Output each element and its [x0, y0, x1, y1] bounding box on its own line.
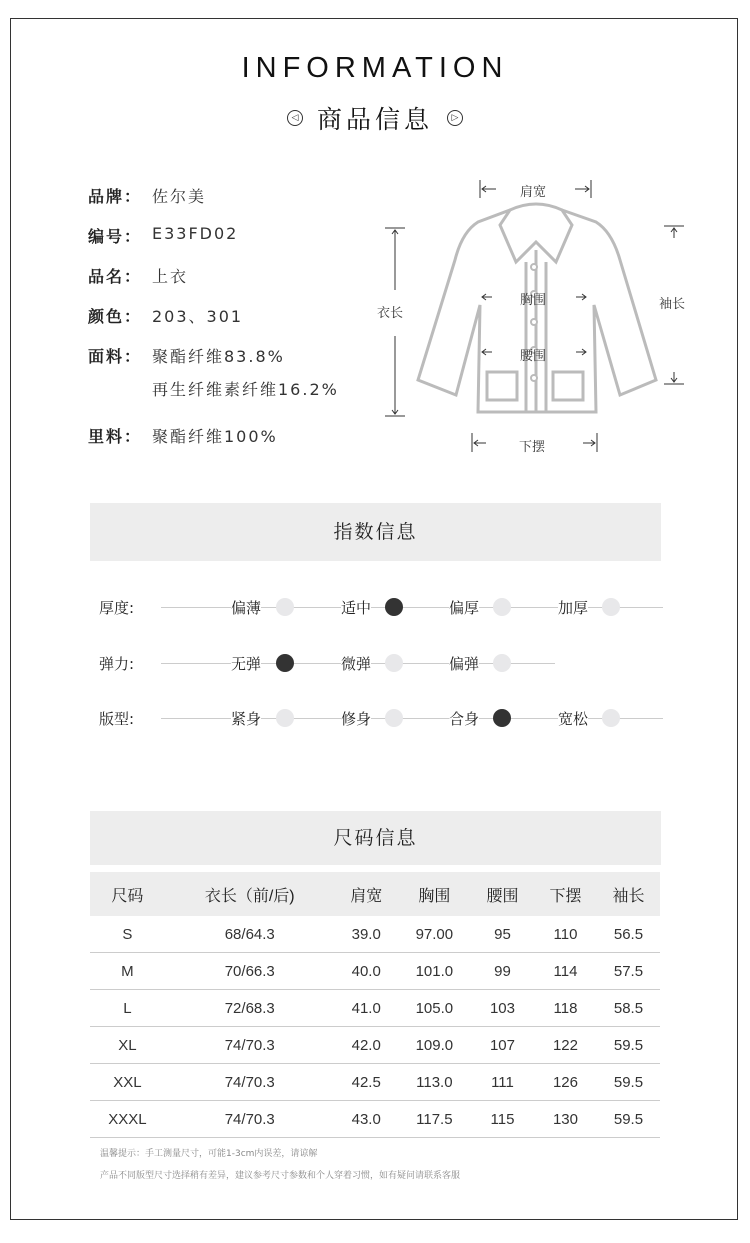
info-key: 颜色：: [88, 307, 143, 326]
info-value: 203、301: [152, 307, 244, 326]
table-cell: 59.5: [597, 1101, 660, 1138]
size-band: [90, 811, 661, 865]
table-cell: 130: [534, 1101, 597, 1138]
table-row: [90, 1027, 660, 1064]
left-arrow-icon: ◁: [287, 110, 303, 126]
table-cell: 59.5: [597, 1027, 660, 1064]
table-cell: 74/70.3: [165, 1027, 335, 1064]
table-cell: 68/64.3: [165, 916, 335, 953]
table-cell: 42.5: [335, 1064, 398, 1101]
table-cell: 111: [471, 1064, 534, 1101]
table-cell: 103: [471, 990, 534, 1027]
label-chest: 胸围: [520, 293, 547, 308]
table-row: [90, 1064, 660, 1101]
option-dot: [493, 654, 511, 672]
table-cell: 57.5: [597, 953, 660, 990]
index-row-fit: [99, 706, 669, 730]
info-key: 编号：: [88, 227, 143, 246]
index-title: 指数信息: [333, 521, 418, 543]
table-cell: 39.0: [335, 916, 398, 953]
note-line-1: 温馨提示：手工测量尺寸，可能1-3cm内误差，请谅解: [100, 1149, 318, 1159]
title-cn: 商品信息: [316, 105, 433, 134]
table-cell: 126: [534, 1064, 597, 1101]
table-cell: 114: [534, 953, 597, 990]
table-cell: XXL: [90, 1064, 165, 1101]
option-dot: [276, 598, 294, 616]
table-cell: 109.0: [398, 1027, 471, 1064]
label-shoulder: 肩宽: [520, 185, 547, 200]
option-dot: [602, 709, 620, 727]
table-cell: 41.0: [335, 990, 398, 1027]
table-cell: M: [90, 953, 165, 990]
option-label: 微弹: [341, 655, 372, 673]
option-dot: [602, 598, 620, 616]
col-header: 衣长（前/后): [165, 872, 335, 916]
table-cell: 70/66.3: [165, 953, 335, 990]
note-line-2: 产品不同版型尺寸选择稍有差异，建议参考尺寸参数和个人穿着习惯，如有疑问请联系客服: [100, 1171, 461, 1181]
info-key: 面料：: [88, 347, 143, 366]
label-length: 衣长: [377, 306, 404, 321]
table-row: [90, 916, 660, 953]
table-cell: 74/70.3: [165, 1101, 335, 1138]
option-label: 修身: [341, 710, 372, 728]
table-row: [90, 990, 660, 1027]
garment-diagram: [0, 0, 750, 460]
table-cell: 122: [534, 1027, 597, 1064]
option-dot-selected: [276, 654, 294, 672]
label-hem: 下摆: [519, 440, 546, 455]
table-cell: 72/68.3: [165, 990, 335, 1027]
index-row-elasticity: [99, 651, 669, 675]
table-cell: 58.5: [597, 990, 660, 1027]
size-title: 尺码信息: [333, 827, 418, 849]
option-label: 偏厚: [449, 599, 480, 617]
label-sleeve: 袖长: [659, 297, 686, 312]
info-key: 品名：: [88, 267, 143, 286]
option-label: 适中: [341, 599, 372, 617]
table-cell: 40.0: [335, 953, 398, 990]
index-key: 厚度:: [99, 599, 135, 617]
table-cell: L: [90, 990, 165, 1027]
size-table: [90, 872, 660, 1138]
col-header: 袖长: [597, 872, 660, 916]
option-dot: [276, 709, 294, 727]
option-label: 宽松: [558, 710, 589, 728]
col-header: 肩宽: [335, 872, 398, 916]
table-cell: 115: [471, 1101, 534, 1138]
col-header: 下摆: [534, 872, 597, 916]
label-waist: 腰围: [520, 349, 547, 364]
table-cell: S: [90, 916, 165, 953]
col-header: 腰围: [471, 872, 534, 916]
option-dot-selected: [493, 709, 511, 727]
right-arrow-icon: ▷: [447, 110, 463, 126]
info-value: 聚酯纤维100%: [152, 427, 278, 446]
info-value: E33FD02: [152, 224, 239, 243]
table-cell: 105.0: [398, 990, 471, 1027]
table-cell: 117.5: [398, 1101, 471, 1138]
option-dot: [493, 598, 511, 616]
col-header: 胸围: [398, 872, 471, 916]
table-cell: 43.0: [335, 1101, 398, 1138]
table-row: [90, 1101, 660, 1138]
index-key: 弹力:: [99, 655, 135, 673]
info-key: 品牌：: [88, 187, 143, 206]
table-cell: 107: [471, 1027, 534, 1064]
fabric-line-1: 聚酯纤维83.8%: [152, 347, 285, 366]
table-cell: 42.0: [335, 1027, 398, 1064]
table-cell: 99: [471, 953, 534, 990]
table-cell: 118: [534, 990, 597, 1027]
size-header-row: [90, 872, 660, 916]
col-header: 尺码: [90, 872, 165, 916]
option-label: 加厚: [558, 599, 589, 617]
table-cell: 110: [534, 916, 597, 953]
index-key: 版型:: [99, 710, 135, 728]
fabric-line-2: 再生纤维素纤维16.2%: [152, 380, 339, 399]
table-row: [90, 953, 660, 990]
title-en: INFORMATION: [241, 52, 509, 84]
table-cell: 59.5: [597, 1064, 660, 1101]
info-key: 里料：: [88, 427, 143, 446]
info-value: 佐尔美: [152, 187, 207, 206]
option-label: 偏弹: [449, 655, 480, 673]
table-cell: 97.00: [398, 916, 471, 953]
index-band: [90, 503, 661, 561]
table-cell: 74/70.3: [165, 1064, 335, 1101]
option-dot: [385, 709, 403, 727]
index-row-thickness: [99, 595, 669, 619]
option-dot: [385, 654, 403, 672]
jacket-outline-icon: [418, 204, 656, 412]
table-cell: 101.0: [398, 953, 471, 990]
table-cell: 113.0: [398, 1064, 471, 1101]
option-label: 无弹: [231, 655, 262, 673]
option-label: 偏薄: [231, 599, 262, 617]
option-dot-selected: [385, 598, 403, 616]
option-label: 合身: [449, 710, 480, 728]
table-cell: 95: [471, 916, 534, 953]
info-value: 上衣: [152, 267, 189, 286]
table-cell: XXXL: [90, 1101, 165, 1138]
table-cell: XL: [90, 1027, 165, 1064]
table-cell: 56.5: [597, 916, 660, 953]
option-label: 紧身: [231, 710, 262, 728]
